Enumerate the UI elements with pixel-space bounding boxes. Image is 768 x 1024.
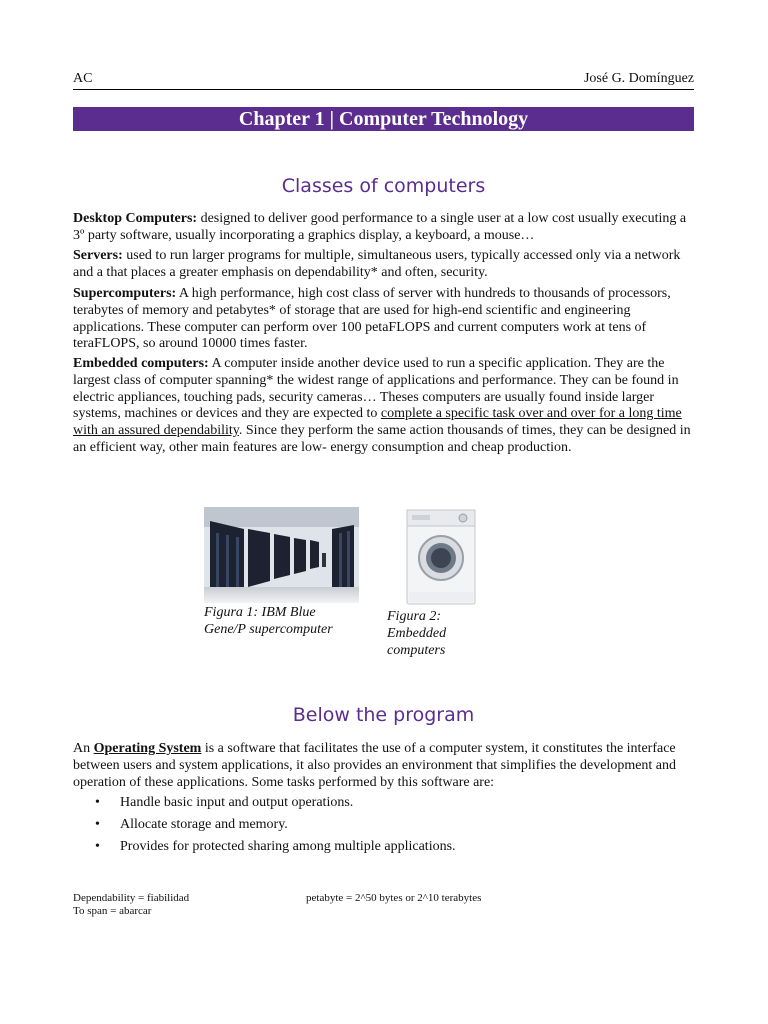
paragraph-operating-system bbox=[73, 741, 694, 791]
footnote-petabyte: petabyte = 2^50 bytes or 2^10 terabytes bbox=[306, 892, 482, 904]
bullet-icon: • bbox=[95, 795, 100, 810]
paragraph-servers bbox=[73, 248, 694, 282]
figure1-caption: Figura 1: IBM Blue Gene/P supercomputer bbox=[204, 605, 333, 637]
footnote-glossary bbox=[73, 892, 189, 918]
list-item-text: Handle basic input and output operations. bbox=[120, 795, 354, 810]
text-servers: used to run larger programs for multiple, simultaneous users, typically accessed only via a network and a that places a greater emphasis on dependability* and often, security. bbox=[73, 248, 681, 280]
paragraph-desktop bbox=[73, 211, 694, 245]
section-title-below-program: Below the program bbox=[292, 704, 475, 726]
paragraph-supercomputers bbox=[73, 286, 694, 353]
bullet-icon: • bbox=[95, 839, 100, 854]
figure2-caption: Figura 2: Embedded computers bbox=[387, 609, 447, 658]
document-page bbox=[73, 0, 695, 1024]
os-intro-a: An bbox=[73, 741, 94, 756]
header-author: José G. Domínguez bbox=[583, 71, 694, 86]
supercomputer-image bbox=[204, 507, 359, 603]
term-embedded: Embedded computers: bbox=[73, 356, 209, 371]
text-embedded-b: . Since they perform the same action thousands of times, they can be designed in an efficient way, other main features are low- energy consumption and cheap production. bbox=[73, 423, 691, 455]
footnote-dependability: Dependability = fiabilidad bbox=[73, 892, 190, 904]
os-intro-b: is a software that facilitates the use of a computer system, it constitutes the interface between users and system applications, it also provides an environment that simplifies the development and operation of these applications. Some tasks performed by this software are: bbox=[73, 741, 677, 790]
section-title-classes: Classes of computers bbox=[281, 175, 486, 197]
text-supercomputers: A high performance, high cost class of server with hundreds to thousands of processors, terabytes of memory and petabytes* of storage that are used for high-end scientific and engineering applications. These computer can perform over 100 petaFLOPS and current computers work at tens of teraFLOPS, so around 10000 times faster. bbox=[73, 286, 671, 352]
header-left: AC bbox=[73, 71, 93, 86]
task-list bbox=[73, 795, 456, 861]
bullet-icon: • bbox=[95, 817, 100, 832]
text-embedded-underlined: complete a specific task over and over for a long time with an assured dependability bbox=[73, 406, 682, 439]
text-desktop: designed to deliver good performance to a single user at a low cost usually executing a 3º party software, usually incorporating a graphics display, a keyboard, a mouse… bbox=[73, 211, 687, 243]
list-item bbox=[73, 817, 456, 839]
paragraph-embedded bbox=[73, 356, 694, 457]
list-item bbox=[73, 839, 456, 861]
washing-machine-image bbox=[403, 508, 479, 606]
term-supercomputers: Supercomputers: bbox=[73, 286, 177, 301]
list-item-text: Provides for protected sharing among multiple applications. bbox=[120, 839, 456, 854]
chapter-title: Chapter 1 | Computer Technology bbox=[73, 107, 694, 131]
list-item-text: Allocate storage and memory. bbox=[120, 817, 288, 832]
text-embedded-a: A computer inside another device used to run a specific application. They are the largest class of computer spanning* the widest range of applications and performance. They can be found in electric appliances, touching pads, security cameras… Theses computers are usually found inside larger systems, machines or devices and they are expected to bbox=[73, 356, 679, 422]
list-item bbox=[73, 795, 456, 817]
footnote-span: To span = abarcar bbox=[73, 905, 152, 917]
term-operating-system: Operating System bbox=[93, 741, 202, 756]
term-servers: Servers: bbox=[73, 248, 123, 263]
page-header bbox=[73, 71, 694, 90]
term-desktop: Desktop Computers: bbox=[73, 211, 198, 226]
